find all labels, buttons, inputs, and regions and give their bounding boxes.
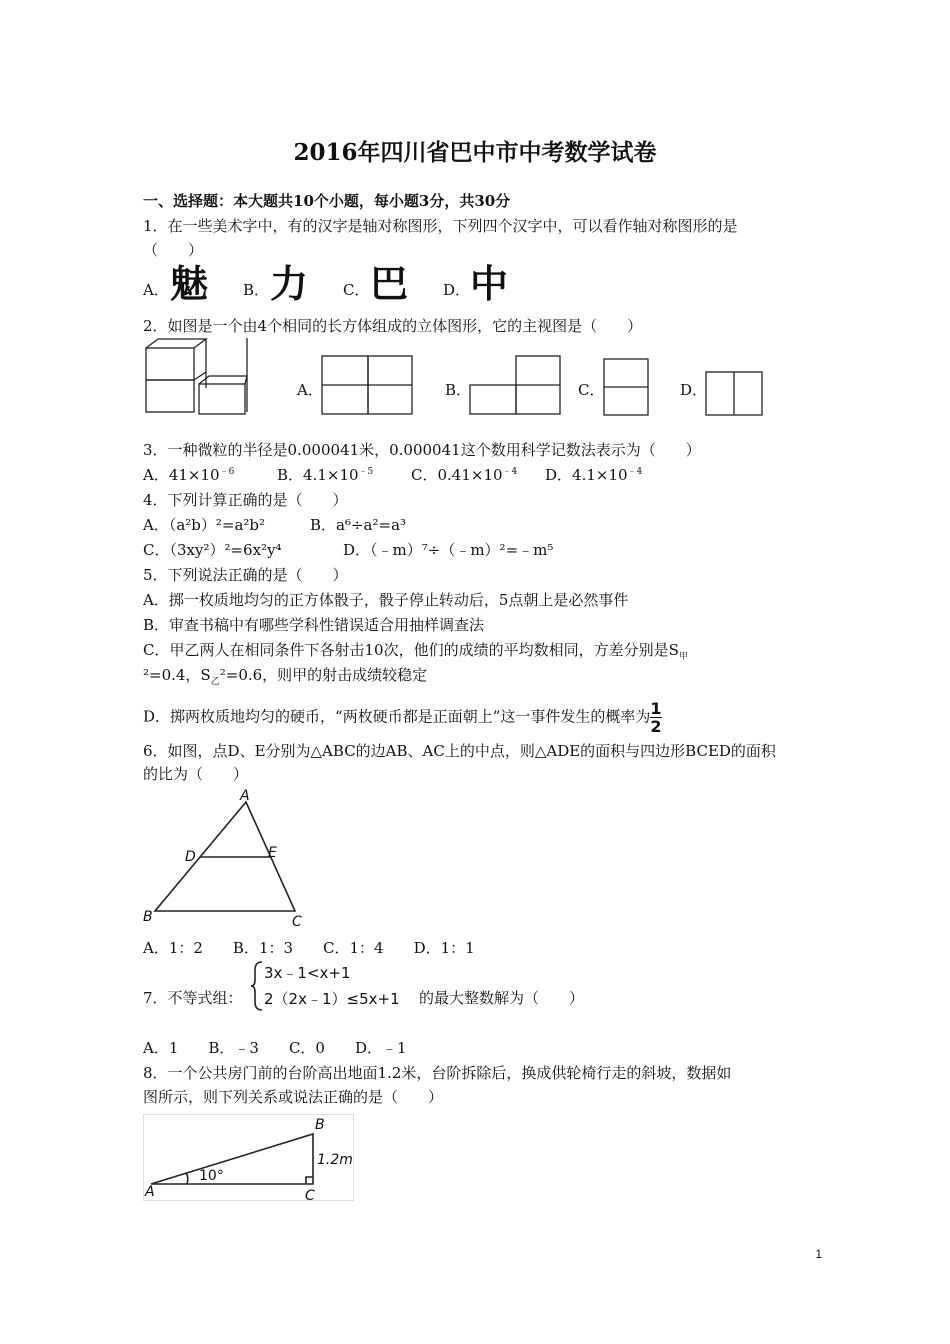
q7-brace (250, 960, 264, 1012)
q2-option-c-figure (602, 356, 650, 418)
q1-label-c: C． (343, 281, 370, 299)
q2-label-a: A． (297, 381, 323, 399)
q1-label-d: D． (443, 281, 471, 299)
q1-stem: 1．在一些美术字中，有的汉字是轴对称图形，下列四个汉字中，可以看作轴对称图形的是 (143, 217, 738, 235)
q6-stem-line2: 的比为（ ） (143, 765, 249, 783)
q3-option-b: B．$4.1\times 10^{﹣5}$ (277, 466, 374, 484)
q8-label-height: 1.2m (317, 1152, 353, 1168)
q6-label-e: E (268, 845, 277, 861)
q2-stem: 2．如图是一个由4个相同的长方体组成的立体图形，它的主视图是（ ） (143, 317, 643, 335)
q2-option-d-figure (704, 370, 764, 418)
q8-label-b: B (315, 1117, 325, 1133)
section-heading: 一、选择题：本大题共10个小题，每小题3分，共30分 (143, 192, 511, 210)
q1-label-b: B． (243, 281, 270, 299)
q1-char-d: 中 (470, 262, 509, 306)
q5-option-c-line2: ²=0.4，$S_乙^2=0.6$，则甲的射击成绩较稳定 (143, 666, 428, 687)
q6-stem-line1: 6．如图，点D、E分别为△ABC的边AB、AC上的中点，则△ADE的面积与四边形BCED的面积 (143, 742, 776, 760)
q2-3d-figure (143, 336, 249, 416)
q7-options: A．1 B．﹣3 C．0 D．﹣1 (143, 1039, 407, 1057)
q7-prefix: 7．不等式组： (143, 989, 243, 1007)
q5-option-b: B．审查书稿中有哪些学科性错误适合用抽样调查法 (143, 616, 485, 634)
page-title: 2016年四川省巴中市中考数学试卷 (293, 139, 657, 166)
q2-option-b-figure (468, 352, 562, 418)
q1-label-a: A． (143, 281, 169, 299)
q7-suffix: 的最大整数解为（ ） (419, 989, 585, 1007)
q1-paren: （ ） (143, 241, 204, 259)
q5-option-c-line1: C．甲乙两人在相同条件下各射击10次，他们的成绩的平均数相同，方差分别是$S_甲$ (143, 641, 688, 662)
q4-option-c: C．（3xy²）²=6x²y⁴ (143, 541, 282, 559)
q5-fraction: $\frac{1}{2}$ (650, 699, 662, 736)
q8-label-angle: 10° (199, 1168, 224, 1184)
q4-option-d: D．（﹣m）⁷÷（﹣m）²=﹣m⁵ (343, 541, 554, 559)
q8-label-c: C (305, 1188, 315, 1202)
q8-slope-figure (143, 1114, 355, 1202)
q3-option-d: D．$4.1\times 10^{﹣4}$ (545, 466, 643, 484)
q4-option-a: A．（a²b）²=a²b² (143, 516, 266, 534)
q1-char-c: 巴 (370, 262, 409, 306)
q1-char-a: 魅 (170, 262, 209, 306)
q6-label-d: D (185, 849, 196, 865)
q3-option-c: C．$0.41\times 10^{﹣4}$ (411, 466, 518, 484)
q2-label-b: B． (445, 381, 472, 399)
q4-option-b: B．a⁶÷a²=a³ (310, 516, 407, 534)
q6-label-b: B (143, 909, 153, 925)
q5-option-a: A．掷一枚质地均匀的正方体骰子，骰子停止转动后，5点朝上是必然事件 (143, 591, 629, 609)
q6-triangle-figure (140, 788, 310, 930)
q8-label-a: A (145, 1184, 155, 1200)
q6-options: A．1：2 B．1：3 C．1：4 D．1：1 (143, 939, 475, 957)
q4-stem: 4．下列计算正确的是（ ） (143, 491, 348, 509)
q8-stem-line1: 8．一个公共房门前的台阶高出地面1.2米，台阶拆除后，换成供轮椅行走的斜坡，数据如 (143, 1064, 732, 1082)
q1-char-b: 力 (270, 262, 309, 306)
q5-stem: 5．下列说法正确的是（ ） (143, 566, 348, 584)
q8-stem-line2: 图所示，则下列关系或说法正确的是（ ） (143, 1088, 444, 1106)
q3-option-a: A．$41\times 10^{﹣6}$ (143, 466, 235, 484)
q7-inequality-1: 3x﹣1<x+1 (264, 964, 351, 982)
q7-inequality-2: 2（2x﹣1）≤5x+1 (264, 990, 400, 1008)
q3-stem: 3．一种微粒的半径是0.000041米，0.000041这个数用科学记数法表示为（ ） (143, 441, 701, 459)
q2-label-d: D． (680, 381, 708, 399)
q6-label-c: C (292, 914, 302, 930)
page-number: 1 (815, 1247, 822, 1261)
q5-option-d: D．掷两枚质地均匀的硬币，“两枚硬币都是正面朝上”这一事件发生的概率为 $\frac{1}{2}$ (143, 699, 662, 736)
q6-label-a: A (240, 788, 250, 804)
q2-label-c: C． (578, 381, 605, 399)
q2-option-a-figure (320, 352, 414, 418)
